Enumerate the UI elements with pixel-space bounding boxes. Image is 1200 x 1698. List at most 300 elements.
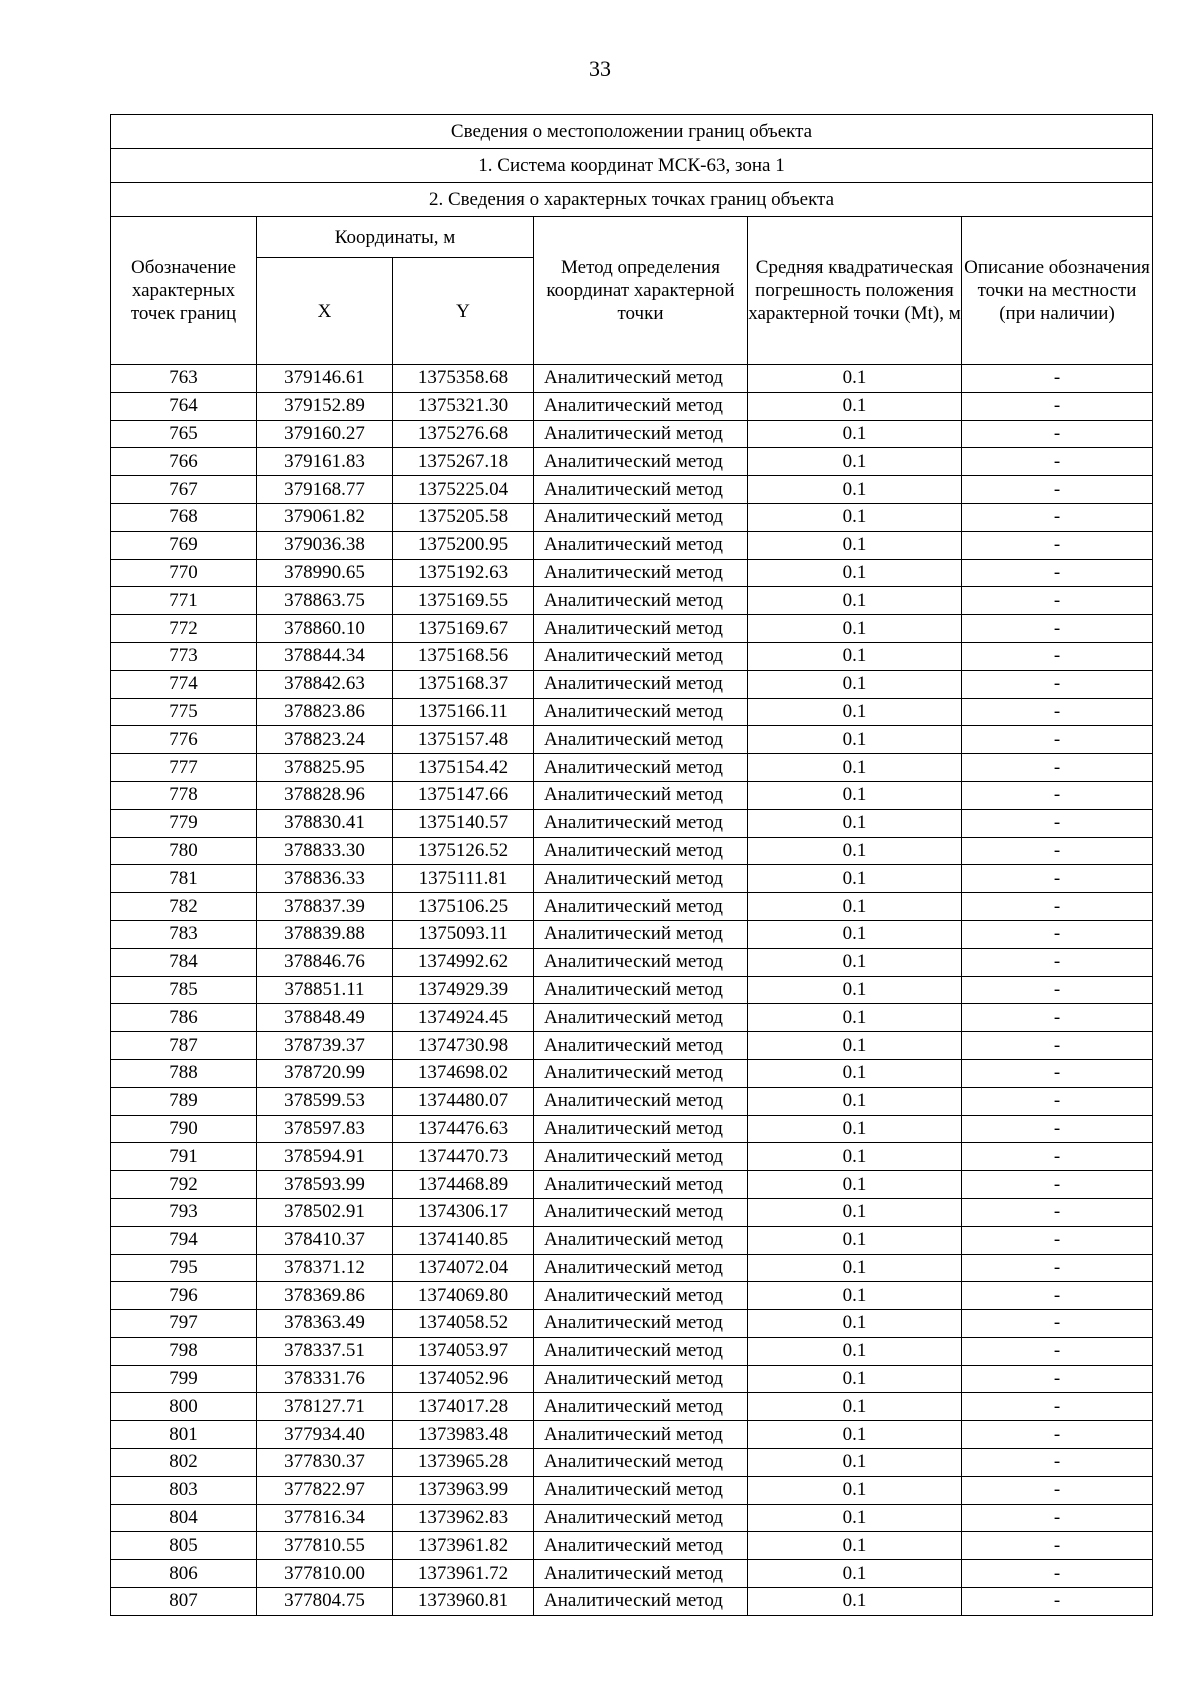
point-cell: 798	[111, 1337, 257, 1365]
table-title: Сведения о местоположении границ объекта	[111, 115, 1153, 149]
method-cell: Аналитический метод	[534, 1115, 748, 1143]
table-row	[111, 642, 1153, 670]
mt-cell: 0.1	[748, 476, 962, 504]
method-cell: Аналитический метод	[534, 1337, 748, 1365]
x-cell: 377830.37	[257, 1449, 393, 1477]
x-cell: 378331.76	[257, 1365, 393, 1393]
method-cell: Аналитический метод	[534, 754, 748, 782]
method-cell: Аналитический метод	[534, 1143, 748, 1171]
y-cell: 1373960.81	[393, 1588, 534, 1616]
y-cell: 1373962.83	[393, 1504, 534, 1532]
method-cell: Аналитический метод	[534, 1004, 748, 1032]
method-cell: Аналитический метод	[534, 615, 748, 643]
y-cell: 1374053.97	[393, 1337, 534, 1365]
x-cell: 378828.96	[257, 781, 393, 809]
mt-cell: 0.1	[748, 670, 962, 698]
table-row	[111, 587, 1153, 615]
description-cell: -	[962, 587, 1153, 615]
x-cell: 378127.71	[257, 1393, 393, 1421]
mt-cell: 0.1	[748, 1476, 962, 1504]
y-cell: 1375205.58	[393, 503, 534, 531]
mt-cell: 0.1	[748, 1059, 962, 1087]
x-cell: 378851.11	[257, 976, 393, 1004]
table-row	[111, 1532, 1153, 1560]
table-row	[111, 1087, 1153, 1115]
mt-cell: 0.1	[748, 837, 962, 865]
point-cell: 786	[111, 1004, 257, 1032]
method-cell: Аналитический метод	[534, 670, 748, 698]
description-cell: -	[962, 976, 1153, 1004]
header-error: Средняя квадратическая погрешность положения характерной точки (Mt), м	[748, 217, 962, 365]
table-row	[111, 1143, 1153, 1171]
x-cell: 379152.89	[257, 392, 393, 420]
table-row	[111, 1365, 1153, 1393]
description-cell: -	[962, 1059, 1153, 1087]
table-row	[111, 420, 1153, 448]
method-cell: Аналитический метод	[534, 420, 748, 448]
method-cell: Аналитический метод	[534, 1254, 748, 1282]
mt-cell: 0.1	[748, 503, 962, 531]
x-cell: 379161.83	[257, 448, 393, 476]
description-cell: -	[962, 1254, 1153, 1282]
description-cell: -	[962, 920, 1153, 948]
point-cell: 800	[111, 1393, 257, 1421]
point-cell: 787	[111, 1032, 257, 1060]
table-row	[111, 476, 1153, 504]
y-cell: 1375154.42	[393, 754, 534, 782]
method-cell: Аналитический метод	[534, 1059, 748, 1087]
point-cell: 794	[111, 1226, 257, 1254]
table-row	[111, 865, 1153, 893]
description-cell: -	[962, 615, 1153, 643]
y-cell: 1375168.56	[393, 642, 534, 670]
y-cell: 1374470.73	[393, 1143, 534, 1171]
x-cell: 379036.38	[257, 531, 393, 559]
table-row	[111, 1254, 1153, 1282]
mt-cell: 0.1	[748, 1004, 962, 1032]
description-cell: -	[962, 392, 1153, 420]
point-cell: 792	[111, 1171, 257, 1199]
y-cell: 1374052.96	[393, 1365, 534, 1393]
point-cell: 807	[111, 1588, 257, 1616]
description-cell: -	[962, 865, 1153, 893]
description-cell: -	[962, 1004, 1153, 1032]
description-cell: -	[962, 1198, 1153, 1226]
x-cell: 378593.99	[257, 1171, 393, 1199]
mt-cell: 0.1	[748, 809, 962, 837]
description-cell: -	[962, 698, 1153, 726]
table-row	[111, 1560, 1153, 1588]
x-cell: 378739.37	[257, 1032, 393, 1060]
method-cell: Аналитический метод	[534, 1532, 748, 1560]
y-cell: 1375111.81	[393, 865, 534, 893]
mt-cell: 0.1	[748, 1588, 962, 1616]
mt-cell: 0.1	[748, 587, 962, 615]
point-cell: 767	[111, 476, 257, 504]
method-cell: Аналитический метод	[534, 1560, 748, 1588]
section-2-row	[111, 183, 1153, 217]
description-cell: -	[962, 365, 1153, 393]
x-cell: 377822.97	[257, 1476, 393, 1504]
y-cell: 1374017.28	[393, 1393, 534, 1421]
point-cell: 773	[111, 642, 257, 670]
table-row	[111, 615, 1153, 643]
y-cell: 1375168.37	[393, 670, 534, 698]
point-cell: 774	[111, 670, 257, 698]
table-title-row	[111, 115, 1153, 149]
mt-cell: 0.1	[748, 559, 962, 587]
mt-cell: 0.1	[748, 1171, 962, 1199]
point-cell: 768	[111, 503, 257, 531]
point-cell: 806	[111, 1560, 257, 1588]
x-cell: 378502.91	[257, 1198, 393, 1226]
mt-cell: 0.1	[748, 865, 962, 893]
boundary-points-table	[110, 114, 1153, 1616]
y-cell: 1374929.39	[393, 976, 534, 1004]
description-cell: -	[962, 1115, 1153, 1143]
point-cell: 803	[111, 1476, 257, 1504]
mt-cell: 0.1	[748, 1310, 962, 1338]
point-cell: 764	[111, 392, 257, 420]
method-cell: Аналитический метод	[534, 1476, 748, 1504]
x-cell: 377934.40	[257, 1421, 393, 1449]
y-cell: 1374072.04	[393, 1254, 534, 1282]
point-cell: 797	[111, 1310, 257, 1338]
y-cell: 1375276.68	[393, 420, 534, 448]
table-row	[111, 1171, 1153, 1199]
method-cell: Аналитический метод	[534, 1588, 748, 1616]
table-row	[111, 1337, 1153, 1365]
description-cell: -	[962, 754, 1153, 782]
x-cell: 378842.63	[257, 670, 393, 698]
description-cell: -	[962, 1421, 1153, 1449]
description-cell: -	[962, 1310, 1153, 1338]
description-cell: -	[962, 1365, 1153, 1393]
point-cell: 785	[111, 976, 257, 1004]
y-cell: 1375169.67	[393, 615, 534, 643]
table-row	[111, 1476, 1153, 1504]
x-cell: 378848.49	[257, 1004, 393, 1032]
description-cell: -	[962, 1337, 1153, 1365]
x-cell: 378990.65	[257, 559, 393, 587]
x-cell: 378369.86	[257, 1282, 393, 1310]
mt-cell: 0.1	[748, 420, 962, 448]
point-cell: 793	[111, 1198, 257, 1226]
x-cell: 378363.49	[257, 1310, 393, 1338]
method-cell: Аналитический метод	[534, 1421, 748, 1449]
x-cell: 378823.24	[257, 726, 393, 754]
x-cell: 378371.12	[257, 1254, 393, 1282]
x-cell: 379146.61	[257, 365, 393, 393]
table-row	[111, 559, 1153, 587]
mt-cell: 0.1	[748, 1337, 962, 1365]
method-cell: Аналитический метод	[534, 476, 748, 504]
point-cell: 801	[111, 1421, 257, 1449]
point-cell: 765	[111, 420, 257, 448]
description-cell: -	[962, 1032, 1153, 1060]
description-cell: -	[962, 948, 1153, 976]
mt-cell: 0.1	[748, 1504, 962, 1532]
mt-cell: 0.1	[748, 1421, 962, 1449]
header-row-1	[111, 217, 1153, 258]
method-cell: Аналитический метод	[534, 365, 748, 393]
point-cell: 789	[111, 1087, 257, 1115]
method-cell: Аналитический метод	[534, 893, 748, 921]
method-cell: Аналитический метод	[534, 503, 748, 531]
point-cell: 802	[111, 1449, 257, 1477]
x-cell: 378599.53	[257, 1087, 393, 1115]
point-cell: 770	[111, 559, 257, 587]
section-1-row	[111, 149, 1153, 183]
point-cell: 791	[111, 1143, 257, 1171]
table-row	[111, 1226, 1153, 1254]
table-row	[111, 503, 1153, 531]
point-cell: 772	[111, 615, 257, 643]
y-cell: 1375267.18	[393, 448, 534, 476]
x-cell: 377810.00	[257, 1560, 393, 1588]
method-cell: Аналитический метод	[534, 1171, 748, 1199]
y-cell: 1374480.07	[393, 1087, 534, 1115]
table-row	[111, 1393, 1153, 1421]
y-cell: 1375321.30	[393, 392, 534, 420]
method-cell: Аналитический метод	[534, 1032, 748, 1060]
y-cell: 1373965.28	[393, 1449, 534, 1477]
point-cell: 777	[111, 754, 257, 782]
x-cell: 378839.88	[257, 920, 393, 948]
mt-cell: 0.1	[748, 948, 962, 976]
mt-cell: 0.1	[748, 920, 962, 948]
mt-cell: 0.1	[748, 1198, 962, 1226]
mt-cell: 0.1	[748, 365, 962, 393]
method-cell: Аналитический метод	[534, 920, 748, 948]
mt-cell: 0.1	[748, 1393, 962, 1421]
description-cell: -	[962, 420, 1153, 448]
method-cell: Аналитический метод	[534, 948, 748, 976]
description-cell: -	[962, 1504, 1153, 1532]
mt-cell: 0.1	[748, 698, 962, 726]
x-cell: 377804.75	[257, 1588, 393, 1616]
x-cell: 378860.10	[257, 615, 393, 643]
method-cell: Аналитический метод	[534, 837, 748, 865]
point-cell: 771	[111, 587, 257, 615]
point-cell: 804	[111, 1504, 257, 1532]
mt-cell: 0.1	[748, 1365, 962, 1393]
mt-cell: 0.1	[748, 1143, 962, 1171]
y-cell: 1374468.89	[393, 1171, 534, 1199]
description-cell: -	[962, 531, 1153, 559]
method-cell: Аналитический метод	[534, 1504, 748, 1532]
header-x: X	[257, 258, 393, 365]
table-row	[111, 448, 1153, 476]
point-cell: 799	[111, 1365, 257, 1393]
x-cell: 378863.75	[257, 587, 393, 615]
point-cell: 788	[111, 1059, 257, 1087]
table-row	[111, 1504, 1153, 1532]
table-row	[111, 1198, 1153, 1226]
y-cell: 1374992.62	[393, 948, 534, 976]
description-cell: -	[962, 1588, 1153, 1616]
y-cell: 1373961.72	[393, 1560, 534, 1588]
table-row	[111, 920, 1153, 948]
method-cell: Аналитический метод	[534, 392, 748, 420]
table-row	[111, 1282, 1153, 1310]
y-cell: 1375192.63	[393, 559, 534, 587]
x-cell: 378410.37	[257, 1226, 393, 1254]
section-1-title: 1. Система координат МСК-63, зона 1	[111, 149, 1153, 183]
mt-cell: 0.1	[748, 726, 962, 754]
mt-cell: 0.1	[748, 615, 962, 643]
section-2-title: 2. Сведения о характерных точках границ объекта	[111, 183, 1153, 217]
y-cell: 1374069.80	[393, 1282, 534, 1310]
y-cell: 1374306.17	[393, 1198, 534, 1226]
y-cell: 1373961.82	[393, 1532, 534, 1560]
method-cell: Аналитический метод	[534, 1087, 748, 1115]
table-row	[111, 754, 1153, 782]
mt-cell: 0.1	[748, 754, 962, 782]
page-number: 33	[589, 56, 611, 81]
y-cell: 1375166.11	[393, 698, 534, 726]
table-row	[111, 1059, 1153, 1087]
header-coordinates: Координаты, м	[257, 217, 534, 258]
table-row	[111, 781, 1153, 809]
table-row	[111, 365, 1153, 393]
mt-cell: 0.1	[748, 1254, 962, 1282]
x-cell: 378825.95	[257, 754, 393, 782]
x-cell: 378823.86	[257, 698, 393, 726]
description-cell: -	[962, 559, 1153, 587]
method-cell: Аналитический метод	[534, 1310, 748, 1338]
x-cell: 378846.76	[257, 948, 393, 976]
method-cell: Аналитический метод	[534, 642, 748, 670]
point-cell: 780	[111, 837, 257, 865]
table-row	[111, 670, 1153, 698]
table-row	[111, 1032, 1153, 1060]
x-cell: 377816.34	[257, 1504, 393, 1532]
y-cell: 1375358.68	[393, 365, 534, 393]
description-cell: -	[962, 1532, 1153, 1560]
mt-cell: 0.1	[748, 1032, 962, 1060]
description-cell: -	[962, 1476, 1153, 1504]
description-cell: -	[962, 1560, 1153, 1588]
method-cell: Аналитический метод	[534, 1365, 748, 1393]
y-cell: 1373983.48	[393, 1421, 534, 1449]
mt-cell: 0.1	[748, 1560, 962, 1588]
method-cell: Аналитический метод	[534, 976, 748, 1004]
method-cell: Аналитический метод	[534, 809, 748, 837]
description-cell: -	[962, 809, 1153, 837]
table-row	[111, 1588, 1153, 1616]
mt-cell: 0.1	[748, 642, 962, 670]
table-row	[111, 1449, 1153, 1477]
method-cell: Аналитический метод	[534, 559, 748, 587]
description-cell: -	[962, 448, 1153, 476]
table-row	[111, 1115, 1153, 1143]
point-cell: 805	[111, 1532, 257, 1560]
mt-cell: 0.1	[748, 976, 962, 1004]
mt-cell: 0.1	[748, 1226, 962, 1254]
header-method: Метод определения координат характерной точки	[534, 217, 748, 365]
mt-cell: 0.1	[748, 1087, 962, 1115]
y-cell: 1375200.95	[393, 531, 534, 559]
description-cell: -	[962, 1143, 1153, 1171]
description-cell: -	[962, 1171, 1153, 1199]
point-cell: 795	[111, 1254, 257, 1282]
point-cell: 778	[111, 781, 257, 809]
description-cell: -	[962, 1449, 1153, 1477]
description-cell: -	[962, 1393, 1153, 1421]
table-row	[111, 893, 1153, 921]
x-cell: 378597.83	[257, 1115, 393, 1143]
header-y: Y	[393, 258, 534, 365]
description-cell: -	[962, 642, 1153, 670]
mt-cell: 0.1	[748, 1115, 962, 1143]
point-cell: 790	[111, 1115, 257, 1143]
method-cell: Аналитический метод	[534, 726, 748, 754]
point-cell: 775	[111, 698, 257, 726]
y-cell: 1374476.63	[393, 1115, 534, 1143]
description-cell: -	[962, 893, 1153, 921]
y-cell: 1375225.04	[393, 476, 534, 504]
method-cell: Аналитический метод	[534, 1226, 748, 1254]
point-cell: 763	[111, 365, 257, 393]
x-cell: 379061.82	[257, 503, 393, 531]
point-cell: 783	[111, 920, 257, 948]
x-cell: 378836.33	[257, 865, 393, 893]
method-cell: Аналитический метод	[534, 1282, 748, 1310]
point-cell: 784	[111, 948, 257, 976]
point-cell: 781	[111, 865, 257, 893]
x-cell: 379160.27	[257, 420, 393, 448]
description-cell: -	[962, 503, 1153, 531]
x-cell: 378844.34	[257, 642, 393, 670]
table-row	[111, 1310, 1153, 1338]
mt-cell: 0.1	[748, 531, 962, 559]
method-cell: Аналитический метод	[534, 781, 748, 809]
point-cell: 782	[111, 893, 257, 921]
x-cell: 378837.39	[257, 893, 393, 921]
y-cell: 1375140.57	[393, 809, 534, 837]
x-cell: 378833.30	[257, 837, 393, 865]
y-cell: 1374058.52	[393, 1310, 534, 1338]
method-cell: Аналитический метод	[534, 531, 748, 559]
mt-cell: 0.1	[748, 893, 962, 921]
table-row	[111, 698, 1153, 726]
point-cell: 779	[111, 809, 257, 837]
table-row	[111, 948, 1153, 976]
description-cell: -	[962, 781, 1153, 809]
y-cell: 1374698.02	[393, 1059, 534, 1087]
table-row	[111, 392, 1153, 420]
y-cell: 1375147.66	[393, 781, 534, 809]
description-cell: -	[962, 1282, 1153, 1310]
y-cell: 1374924.45	[393, 1004, 534, 1032]
y-cell: 1374140.85	[393, 1226, 534, 1254]
description-cell: -	[962, 1226, 1153, 1254]
y-cell: 1375126.52	[393, 837, 534, 865]
mt-cell: 0.1	[748, 1532, 962, 1560]
point-cell: 766	[111, 448, 257, 476]
method-cell: Аналитический метод	[534, 1393, 748, 1421]
y-cell: 1374730.98	[393, 1032, 534, 1060]
method-cell: Аналитический метод	[534, 865, 748, 893]
method-cell: Аналитический метод	[534, 1449, 748, 1477]
header-description: Описание обозначения точки на местности (при наличии)	[962, 217, 1153, 365]
mt-cell: 0.1	[748, 1282, 962, 1310]
point-cell: 796	[111, 1282, 257, 1310]
method-cell: Аналитический метод	[534, 1198, 748, 1226]
y-cell: 1375157.48	[393, 726, 534, 754]
method-cell: Аналитический метод	[534, 587, 748, 615]
